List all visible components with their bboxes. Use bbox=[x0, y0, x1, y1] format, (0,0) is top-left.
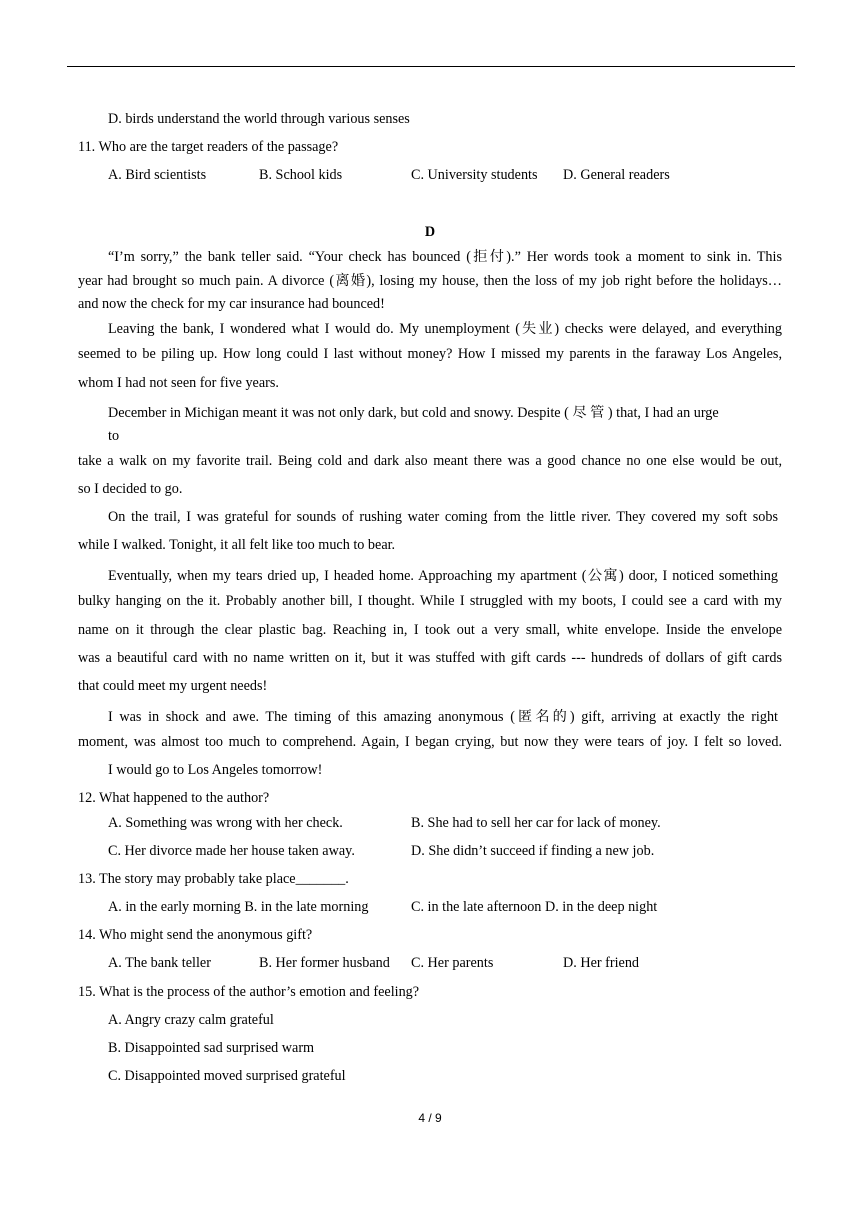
passage-line: seemed to be piling up. How long could I last without money? How I missed my parents in the faraway Los Angeles, bbox=[78, 346, 782, 362]
q12-option-b: B. She had to sell her car for lack of money. bbox=[411, 815, 661, 831]
q11-option-d: D. General readers bbox=[563, 167, 670, 183]
q13-options-ab: A. in the early morning B. in the late morning bbox=[108, 899, 369, 915]
q11-option-a: A. Bird scientists bbox=[108, 167, 207, 183]
passage-line: whom I had not seen for five years. bbox=[78, 375, 279, 391]
passage-line: to bbox=[108, 428, 120, 444]
q12-stem: 12. What happened to the author? bbox=[78, 790, 270, 806]
q12-option-c: C. Her divorce made her house taken away. bbox=[108, 843, 355, 859]
q14-option-b: B. Her former husband bbox=[259, 955, 390, 971]
q11-option-c: C. University students bbox=[411, 167, 538, 183]
passage-line: “I’m sorry,” the bank teller said. “Your check has bounced (拒付).” Her words took a moment to sink in. This bbox=[108, 249, 782, 265]
q11-option-b: B. School kids bbox=[259, 167, 343, 183]
q14-stem: 14. Who might send the anonymous gift? bbox=[78, 927, 313, 943]
q13-options-cd: C. in the late afternoon D. in the deep night bbox=[411, 899, 658, 915]
passage-line: year had brought so much pain. A divorce (离婚), losing my house, then the loss of my job right before the holidays… bbox=[78, 273, 782, 289]
passage-line: while I walked. Tonight, it all felt like too much to bear. bbox=[78, 537, 396, 553]
passage-line: name on it through the clear plastic bag. Reaching in, I took out a very small, white envelope. Inside the envelope bbox=[78, 622, 782, 638]
passage-line: that could meet my urgent needs! bbox=[78, 678, 268, 694]
page-number: 4 / 9 bbox=[418, 1111, 442, 1125]
section-heading: D bbox=[424, 224, 436, 240]
passage-line: was a beautiful card with no name written on it, but it was stuffed with gift cards --- hundreds of dollars of gift cards bbox=[78, 650, 782, 666]
q12-option-a: A. Something was wrong with her check. bbox=[108, 815, 343, 831]
passage-line: On the trail, I was grateful for sounds of rushing water coming from the little river. They covered my soft sobs bbox=[108, 509, 778, 525]
passage-line: and now the check for my car insurance had bounced! bbox=[78, 296, 385, 312]
q11-stem: 11. Who are the target readers of the passage? bbox=[78, 139, 339, 155]
passage-line: so I decided to go. bbox=[78, 481, 183, 497]
q15-option-c: C. Disappointed moved surprised grateful bbox=[108, 1068, 346, 1084]
passage-line: December in Michigan meant it was not only dark, but cold and snowy. Despite ( 尽 管 ) that, I had an urge bbox=[108, 405, 719, 421]
passage-line: I was in shock and awe. The timing of this amazing anonymous (匿名的) gift, arriving at exactly the right bbox=[108, 709, 778, 725]
passage-line: bulky hanging on the it. Probably another bill, I thought. While I struggled with my boots, I could see a card with my bbox=[78, 593, 782, 609]
q14-option-d: D. Her friend bbox=[563, 955, 640, 971]
passage-line: Leaving the bank, I wondered what I would do. My unemployment (失业) checks were delayed, and everything bbox=[108, 321, 782, 337]
q13-stem: 13. The story may probably take place_______. bbox=[78, 871, 349, 887]
q15-option-a: A. Angry crazy calm grateful bbox=[108, 1012, 274, 1028]
passage-line: Eventually, when my tears dried up, I headed home. Approaching my apartment (公寓) door, I noticed something bbox=[108, 568, 778, 584]
passage-line: moment, was almost too much to comprehend. Again, I began crying, but now they were tears of joy. I felt so loved. bbox=[78, 734, 782, 750]
header-rule bbox=[67, 66, 795, 67]
passage-line: take a walk on my favorite trail. Being cold and dark also meant there was a good chance no one else would be out, bbox=[78, 453, 782, 469]
passage-line: I would go to Los Angeles tomorrow! bbox=[108, 762, 323, 778]
q14-option-a: A. The bank teller bbox=[108, 955, 211, 971]
q12-option-d: D. She didn’t succeed if finding a new job. bbox=[411, 843, 655, 859]
q15-stem: 15. What is the process of the author’s emotion and feeling? bbox=[78, 984, 420, 1000]
q14-option-c: C. Her parents bbox=[411, 955, 494, 971]
q10-option-d: D. birds understand the world through various senses bbox=[108, 111, 410, 127]
q15-option-b: B. Disappointed sad surprised warm bbox=[108, 1040, 315, 1056]
